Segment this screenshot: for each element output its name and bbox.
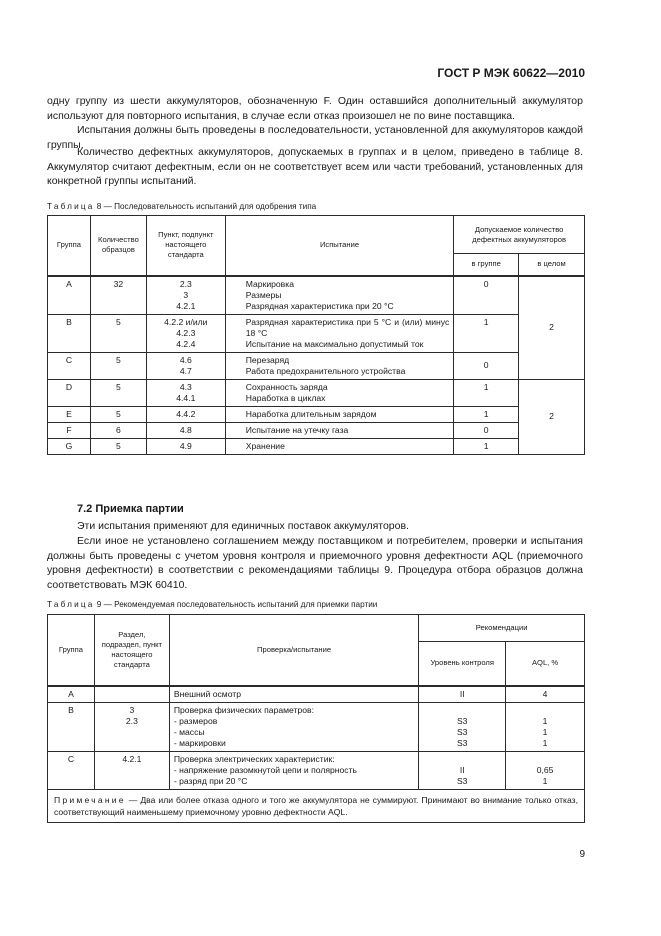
check-cell: Внешний осмотр: [169, 686, 418, 703]
table-row: [48, 379, 585, 406]
intro-paragraph-1: одну группу из шести аккумуляторов, обозначенную F. Один оставшийся дополнительный аккумулятор используют для повторного испытания, в случае если отказ произошел не по вине поставщика.: [47, 95, 583, 122]
group-cell: E: [48, 406, 91, 422]
count-cell: 5: [90, 314, 146, 352]
total-cell: 2: [519, 379, 585, 454]
section-7-2-paragraph-2: Если иное не установлено соглашением между поставщиком и потребителем, проверки и испытания должны быть проведены с учетом уровня контроля и приемочного уровня дефектности AQL (приемочного уровня дефектности) в соответствии с рекомендациями таблицы 9. Процедура отбора образцов должна соответствовать МЭК 60410.: [47, 535, 583, 591]
count-cell: 5: [90, 379, 146, 406]
group-cell: C: [48, 352, 91, 379]
clause-cell: 3 2.3: [94, 702, 169, 751]
count-cell: 5: [90, 352, 146, 379]
in-group-cell: 0: [454, 422, 519, 438]
aql-cell: 0,65 1: [506, 751, 585, 789]
table-row: [48, 406, 585, 422]
group-cell: G: [48, 438, 91, 454]
group-cell: C: [48, 751, 95, 789]
in-group-cell: 1: [454, 438, 519, 454]
intro-paragraph-2: Испытания должны быть проведены в последовательности, установленной для аккумуляторов каждой группы.: [47, 124, 583, 151]
col-clause: Пункт, подпункт настоящего стандарта: [146, 216, 225, 276]
test-cell: Хранение: [225, 438, 454, 454]
group-cell: B: [48, 702, 95, 751]
intro-paragraph-3: Количество дефектных аккумуляторов, допускаемых в группах и в целом, приведено в таблице 8. Аккумулятор считают дефектным, если он не соответствует всем или части требований, установленных для конкретной группы испытаний.: [47, 146, 583, 187]
col-recommendations: Рекомендации: [419, 615, 585, 642]
count-cell: 5: [90, 406, 146, 422]
table-row: [48, 314, 585, 352]
in-group-cell: 1: [454, 379, 519, 406]
in-group-cell: 0: [454, 352, 519, 379]
group-cell: B: [48, 314, 91, 352]
count-cell: 32: [90, 276, 146, 315]
col-allowed: Допускаемое количество дефектных аккумуляторов: [454, 216, 585, 254]
col-test: Испытание: [225, 216, 454, 276]
document-header: ГОСТ Р МЭК 60622—2010: [437, 66, 585, 80]
clause-cell: 4.2.1: [94, 751, 169, 789]
clause-cell: 4.4.2: [146, 406, 225, 422]
clause-cell: [94, 686, 169, 703]
clause-cell: 4.3 4.4.1: [146, 379, 225, 406]
test-cell: Маркировка Размеры Разрядная характеристика при 20 °С: [225, 276, 454, 315]
table9-note: Примечание — Два или более отказа одного и того же аккумулятора не суммируют. Принимают во внимание только отказ, соответствующий наименьшему приемочному уровню дефектности AQL.: [48, 789, 585, 822]
col-aql: AQL, %: [506, 642, 585, 686]
group-cell: A: [48, 686, 95, 703]
col-total: в целом: [519, 254, 585, 276]
group-cell: A: [48, 276, 91, 315]
table-row: [48, 686, 585, 703]
col-level: Уровень контроля: [419, 642, 506, 686]
col-count: Количество образцов: [90, 216, 146, 276]
table9-caption: Таблица 9 — Рекомендуемая последовательность испытаний для приемки партии: [47, 600, 378, 609]
clause-cell: 4.6 4.7: [146, 352, 225, 379]
level-cell: S3 S3 S3: [419, 702, 506, 751]
aql-cell: 4: [506, 686, 585, 703]
col-in-group: в группе: [454, 254, 519, 276]
count-cell: 6: [90, 422, 146, 438]
table8-caption: Таблица 8 — Последовательность испытаний для одобрения типа: [47, 202, 317, 211]
group-cell: D: [48, 379, 91, 406]
table-row: [48, 702, 585, 751]
in-group-cell: 1: [454, 314, 519, 352]
level-cell: II: [419, 686, 506, 703]
table-8: [47, 215, 585, 455]
total-cell: 2: [519, 276, 585, 380]
in-group-cell: 1: [454, 406, 519, 422]
test-cell: Разрядная характеристика при 5 °С и (или) минус 18 °С Испытание на максимально допустимый ток: [225, 314, 454, 352]
level-cell: II S3: [419, 751, 506, 789]
test-cell: Сохранность заряда Наработка в циклах: [225, 379, 454, 406]
table-row: [48, 751, 585, 789]
col-check: Проверка/испытание: [169, 615, 418, 686]
table-row: [48, 422, 585, 438]
col-group: Группа: [48, 615, 95, 686]
table-row: [48, 352, 585, 379]
col-group: Группа: [48, 216, 91, 276]
count-cell: 5: [90, 438, 146, 454]
clause-cell: 2.3 3 4.2.1: [146, 276, 225, 315]
col-clause: Раздел, подраздел, пункт настоящего стандарта: [94, 615, 169, 686]
table-row: [48, 276, 585, 315]
in-group-cell: 0: [454, 276, 519, 315]
clause-cell: 4.2.2 и/или 4.2.3 4.2.4: [146, 314, 225, 352]
table-9: [47, 614, 585, 823]
group-cell: F: [48, 422, 91, 438]
page-number: 9: [579, 849, 585, 860]
clause-cell: 4.9: [146, 438, 225, 454]
test-cell: Наработка длительным зарядом: [225, 406, 454, 422]
clause-cell: 4.8: [146, 422, 225, 438]
test-cell: Перезаряд Работа предохранительного устройства: [225, 352, 454, 379]
aql-cell: 1 1 1: [506, 702, 585, 751]
section-7-2-title: 7.2 Приемка партии: [77, 503, 184, 515]
table-row: [48, 438, 585, 454]
test-cell: Испытание на утечку газа: [225, 422, 454, 438]
check-cell: Проверка физических параметров: - размеров - массы - маркировки: [169, 702, 418, 751]
section-7-2-paragraph-1: Эти испытания применяют для единичных поставок аккумуляторов.: [77, 520, 409, 532]
check-cell: Проверка электрических характеристик: - напряжение разомкнутой цепи и полярность - разряд при 20 °С: [169, 751, 418, 789]
